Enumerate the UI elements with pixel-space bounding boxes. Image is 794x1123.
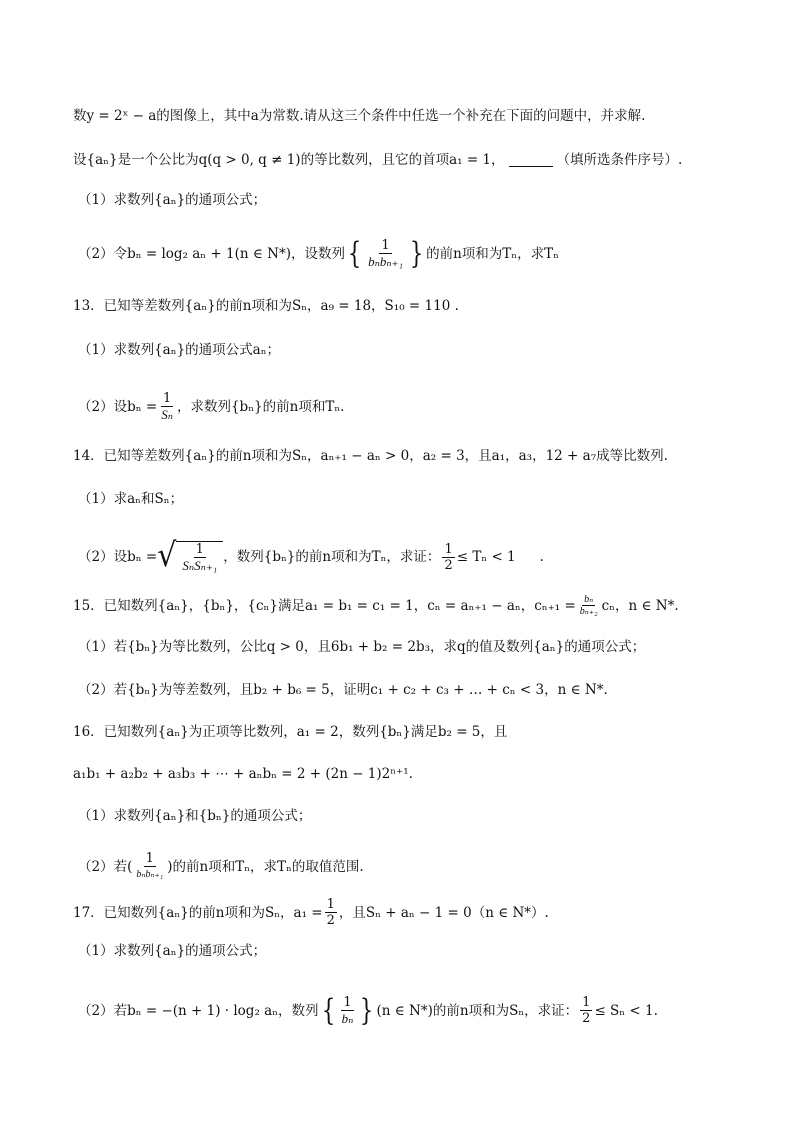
q17-part-2-text-a: （2）若bₙ = −(n + 1) · log₂ aₙ，数列 xyxy=(78,1002,319,1019)
q14-stem-text: 14．已知等差数列{aₙ}的前n项和为Sₙ，aₙ₊₁ − aₙ > 0，a₂ = 3，且a₁，a₃，12 + a₇成等比数列. xyxy=(73,448,668,464)
q17-part-1-text: （1）求数列{aₙ}的通项公式； xyxy=(78,943,267,959)
frac-den: bₙbₙ₊₁ xyxy=(368,254,404,269)
q14-part-1-text: （1）求aₙ和Sₙ； xyxy=(78,491,184,507)
q17-part-2 xyxy=(78,992,754,1028)
q17-part-1 xyxy=(78,941,754,961)
frac-den: SₙSₙ₊₁ xyxy=(182,558,218,573)
q14-part-1 xyxy=(78,489,754,509)
q15-part-1 xyxy=(78,637,754,657)
intro-text-2a: 设{aₙ}是一个公比为q(q > 0, q ≠ 1)的等比数列，且它的首项a₁ = 1， xyxy=(73,152,505,168)
frac-den: 2 xyxy=(444,557,453,573)
q14-part-2 xyxy=(78,536,754,575)
intro-line-2 xyxy=(73,150,754,170)
q16-part-1-text: （1）求数列{aₙ}和{bₙ}的通项公式； xyxy=(78,808,312,824)
q16-part-2-text-a: （2）若( xyxy=(78,858,133,875)
q15-stem-text-b: cₙ，n ∈ N*. xyxy=(601,597,679,614)
q13-part-2 xyxy=(78,391,754,422)
radicand xyxy=(176,541,223,573)
frac-den: 2 xyxy=(582,1011,591,1026)
frac-den: Sₙ xyxy=(161,407,173,422)
q16-stem-text-2: a₁b₁ + a₂b₂ + a₃b₃ + ⋯ + aₙbₙ = 2 + (2n − 1)2ⁿ⁺¹. xyxy=(73,766,413,782)
q13-part-1 xyxy=(78,340,754,360)
q15-stem xyxy=(73,594,754,617)
frac-den: bₙbₙ₊₁ xyxy=(136,869,164,880)
q14-part-2-text-d: . xyxy=(539,549,544,565)
q16-part-2-text-b: )的前n项和Tₙ，求Tₙ的取值范围. xyxy=(167,858,364,875)
intro-part-1 xyxy=(78,190,754,210)
q15-part-2-text: （2）若{bₙ}为等差数列，且b₂ + b₆ = 5，证明c₁ + c₂ + c₃ + … + cₙ < 3，n ∈ N*. xyxy=(78,682,608,698)
intro-part-1-text: （1）求数列{aₙ}的通项公式； xyxy=(78,192,267,208)
frac-num: 1 xyxy=(145,851,154,866)
q13-part-2-text-a: （2）设bₙ = xyxy=(78,398,158,415)
q14-part-2-text-a: （2）设bₙ = xyxy=(78,549,158,565)
q16-part-2 xyxy=(78,851,754,882)
frac-num: 1 xyxy=(195,542,204,557)
q13-part-2-text-b: ，求数列{bₙ}的前n项和Tₙ. xyxy=(176,398,345,415)
q13-stem xyxy=(73,296,754,316)
intro-text-1: 数y = 2ˣ − a的图像上，其中a为常数.请从这三个条件中任选一个补充在下面的问题中，并求解. xyxy=(73,108,646,124)
q13-part-1-text: （1）求数列{aₙ}的通项公式aₙ； xyxy=(78,342,281,358)
fraction-1-over-sn xyxy=(159,391,175,422)
q16-stem xyxy=(73,722,754,742)
fraction-1-over-2 xyxy=(442,542,454,573)
frac-num: 1 xyxy=(326,897,335,912)
q15-part-1-text: （1）若{bₙ}为等比数列，公比q > 0，且6b₁ + b₂ = 2b₃，求q的值及数列{aₙ}的通项公式； xyxy=(78,639,646,655)
intro-part-2-text-b: 的前n项和为Tₙ，求Tₙ xyxy=(426,245,559,262)
frac-num: 1 xyxy=(343,995,352,1010)
fraction-1-over-snsn1 xyxy=(180,542,219,573)
q16-part-1 xyxy=(78,806,754,826)
frac-num: 1 xyxy=(381,238,390,253)
answer-blank[interactable] xyxy=(509,154,553,167)
q17-stem xyxy=(73,897,754,928)
q14-part-2-text-b: ，数列{bₙ}的前n项和为Tₙ，求证： xyxy=(223,549,441,565)
frac-den: bₙ xyxy=(341,1011,354,1026)
fraction-bn-over-bn2 xyxy=(578,594,600,617)
intro-part-2-text-a: （2）令bₙ = log₂ aₙ + 1(n ∈ N*)，设数列 xyxy=(78,245,345,262)
frac-num: 1 xyxy=(162,391,172,406)
q15-part-2 xyxy=(78,680,754,700)
q17-stem-text-b: ，且Sₙ + aₙ − 1 = 0（n ∈ N*）. xyxy=(338,904,549,921)
left-brace: { xyxy=(321,992,335,1028)
q13-stem-text: 13．已知等差数列{aₙ}的前n项和为Sₙ，a₉ = 18，S₁₀ = 110 . xyxy=(73,298,459,314)
frac-num: 1 xyxy=(582,995,591,1010)
q16-stem-text: 16．已知数列{aₙ}为正项等比数列，a₁ = 2，数列{bₙ}满足b₂ = 5，且 xyxy=(73,724,508,740)
intro-line-1 xyxy=(73,106,754,126)
q17-stem-text-a: 17．已知数列{aₙ}的前n项和为Sₙ，a₁ = xyxy=(73,904,323,921)
q15-stem-text-a: 15．已知数列{aₙ}，{bₙ}，{cₙ}满足a₁ = b₁ = c₁ = 1，cₙ = aₙ₊₁ − aₙ，cₙ₊₁ = xyxy=(73,597,576,614)
frac-num: bₙ xyxy=(584,594,594,605)
q16-stem-2 xyxy=(73,764,754,784)
frac-num: 1 xyxy=(444,541,453,557)
right-brace: } xyxy=(360,992,374,1028)
intro-text-2b: （填所选条件序号）. xyxy=(556,152,683,168)
fraction-1-over-bnbn1 xyxy=(366,238,405,269)
frac-den: 2 xyxy=(326,913,335,928)
fraction-1-over-bn xyxy=(340,995,356,1026)
frac-den: bₙ₊₂ xyxy=(579,606,598,617)
q17-part-2-text-c: ≤ Sₙ < 1. xyxy=(594,1002,658,1019)
fraction-1-over-2 xyxy=(580,995,592,1026)
intro-part-2 xyxy=(78,235,754,271)
fraction-1-over-bnbn1 xyxy=(134,851,165,882)
sqrt-expression xyxy=(157,536,223,575)
fraction-1-over-2 xyxy=(325,897,337,928)
q14-stem xyxy=(73,446,754,466)
left-brace: { xyxy=(347,235,362,271)
right-brace: } xyxy=(409,235,424,271)
q14-part-2-text-c: ≤ Tₙ < 1 xyxy=(456,549,516,565)
q17-part-2-text-b: (n ∈ N*)的前n项和为Sₙ，求证： xyxy=(376,1002,579,1019)
radical-sign: √ xyxy=(157,536,177,575)
